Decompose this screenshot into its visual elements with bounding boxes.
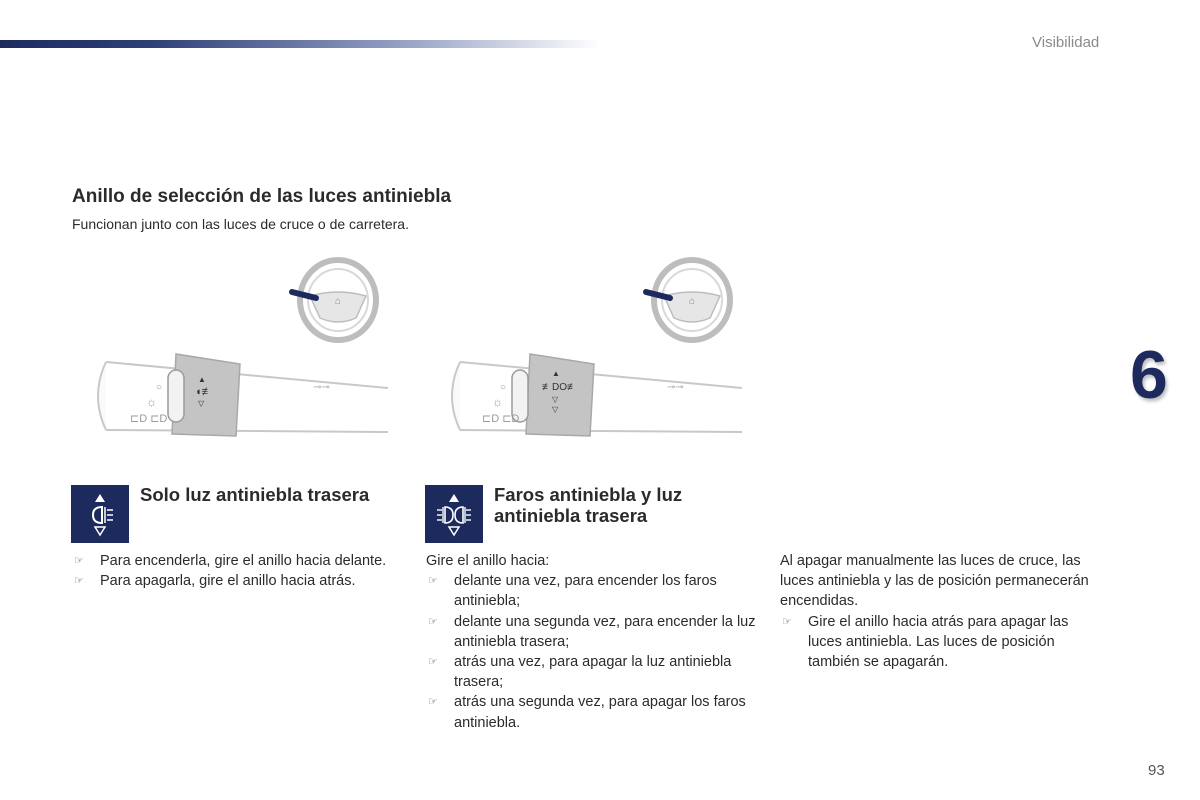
list-item: ☞ Para encenderla, gire el anillo hacia delante. — [72, 551, 390, 571]
svg-text:⊏D ⊏D: ⊏D ⊏D — [130, 413, 168, 425]
front-and-rear-fog-light-icon — [425, 485, 483, 543]
manual-off-note — [780, 551, 1092, 672]
front-rear-fog-title: Faros antiniebla y luz antiniebla trasera — [494, 484, 683, 526]
svg-text:☼: ☼ — [146, 395, 157, 409]
svg-text:▽: ▽ — [198, 399, 205, 408]
svg-text:⌂: ⌂ — [688, 296, 696, 307]
pointing-finger-icon: ☞ — [428, 696, 438, 709]
front-rear-fog-instructions — [426, 551, 756, 733]
pointing-finger-icon: ☞ — [428, 575, 438, 588]
pointing-finger-icon: ☞ — [74, 555, 84, 567]
rear-fog-title: Solo luz antiniebla trasera — [140, 484, 370, 505]
list-item: ☞ delante una segunda vez, para encender la luz antiniebla trasera; — [428, 613, 756, 650]
fog-ring-stalk-icon — [88, 350, 400, 442]
pointing-finger-icon: ☞ — [782, 615, 792, 628]
list-item: ☞ Gire el anillo hacia atrás para apagar las luces antiniebla. Las luces de posición también se apagarán. — [782, 613, 1069, 671]
svg-text:⊸⊸: ⊸⊸ — [313, 382, 330, 393]
header-gradient-bar — [0, 40, 600, 48]
rear-fog-light-icon — [71, 485, 129, 543]
svg-text:▽: ▽ — [552, 395, 559, 404]
svg-text:▲: ▲ — [552, 369, 560, 378]
svg-text:⌂: ⌂ — [334, 296, 342, 307]
svg-text:☼: ☼ — [492, 395, 503, 409]
steering-wheel-icon — [286, 256, 386, 346]
intro-text: Funcionan junto con las luces de cruce o de carretera. — [72, 216, 409, 232]
fog-ring-stalk-icon-2 — [442, 350, 754, 442]
svg-text:≢DO≢: ≢DO≢ — [542, 382, 577, 393]
steering-wheel-icon-2 — [640, 256, 740, 346]
pointing-finger-icon: ☞ — [428, 615, 438, 628]
svg-text:◖≢: ◖≢ — [195, 386, 213, 398]
section-title: Visibilidad — [1032, 34, 1100, 51]
page-title: Anillo de selección de las luces antiniebla — [72, 186, 452, 207]
svg-text:○: ○ — [156, 382, 163, 393]
svg-text:⊏D ⊏D: ⊏D ⊏D — [482, 413, 520, 425]
rear-fog-instructions — [72, 551, 390, 591]
list-item: ☞ delante una vez, para encender los faros antiniebla; — [428, 573, 717, 610]
lead-text: Al apagar manualmente las luces de cruce, las luces antiniebla y las de posición permanecerán encendidas. — [780, 553, 1089, 610]
lead-text: Gire el anillo hacia: — [426, 553, 550, 569]
page-number: 93 — [1148, 762, 1165, 779]
list-item: ☞ Para apagarla, gire el anillo hacia atrás. — [72, 571, 390, 591]
pointing-finger-icon: ☞ — [428, 656, 438, 669]
list-item: ☞ atrás una vez, para apagar la luz antiniebla trasera; — [428, 654, 732, 691]
svg-text:○: ○ — [500, 382, 507, 393]
chapter-number: 6 — [1130, 337, 1168, 413]
svg-text:⊸⊸: ⊸⊸ — [667, 382, 684, 393]
list-item: ☞ atrás una segunda vez, para apagar los faros antiniebla. — [428, 694, 746, 731]
pointing-finger-icon: ☞ — [74, 575, 84, 588]
svg-text:▽: ▽ — [552, 405, 559, 414]
svg-text:▲: ▲ — [198, 375, 206, 384]
